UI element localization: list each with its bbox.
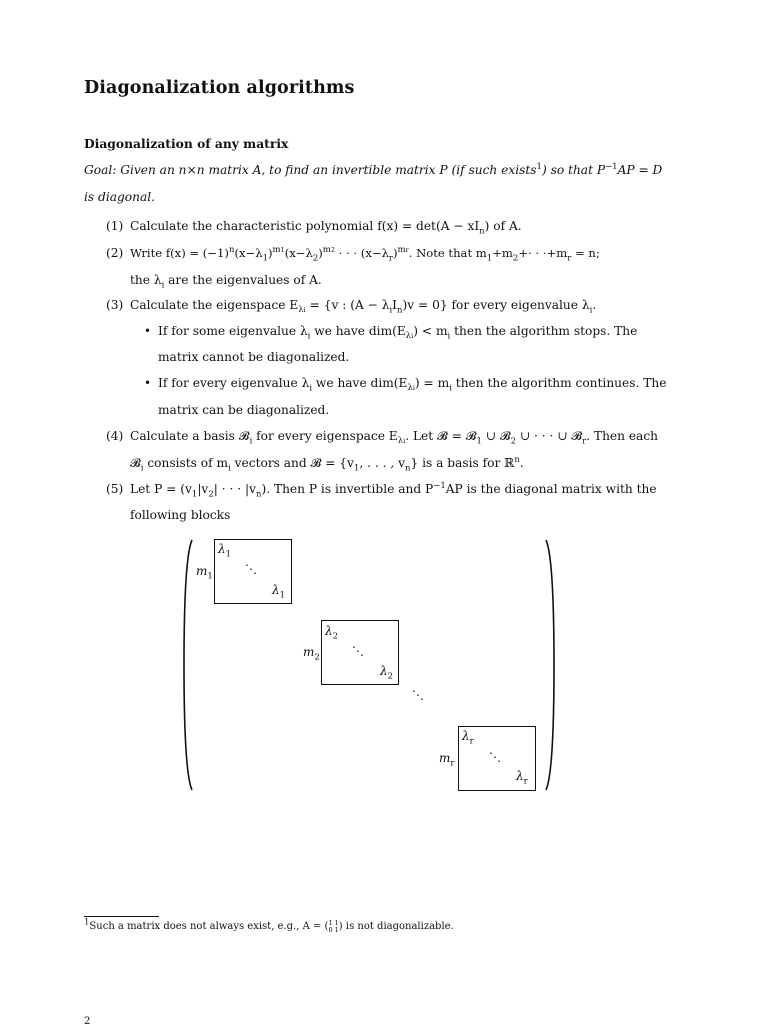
t: 1 [353, 463, 360, 474]
t: ∪ · · · ∪ 𝓑 [516, 429, 583, 443]
step-1-tail: ) of A. [484, 219, 522, 233]
t: | · · · |v [213, 482, 256, 496]
t: 1 [207, 571, 213, 582]
t: . [519, 456, 524, 470]
step-5-line-2: following blocks [130, 508, 231, 522]
footnote-text: Such a matrix does not always exist, e.g., A = ( [89, 921, 329, 932]
step-number: (4) [106, 429, 124, 443]
step-5-text [130, 480, 657, 500]
t: then the algorithm continues. The [451, 376, 667, 390]
bullet-1-text [158, 323, 638, 342]
t: then the algorithm stops. The [450, 324, 638, 338]
t: i [307, 331, 311, 342]
t: , . . . , v [359, 456, 405, 470]
block-2-dots: ⋱ [352, 644, 364, 658]
t: we have dim(E [310, 324, 406, 338]
t: are the eigenvalues of A. [164, 273, 322, 287]
t: 2 [332, 631, 339, 642]
t: i [161, 280, 165, 291]
t: ) [318, 246, 323, 260]
bullet-2-line-2: matrix can be diagonalized. [158, 403, 330, 417]
t: (x−λ [234, 246, 263, 260]
t: AP is the diagonal matrix with the [445, 482, 657, 496]
t: 2 [387, 671, 394, 682]
t: m [196, 564, 208, 578]
t: (x−λ [284, 246, 313, 260]
t: n [405, 463, 411, 474]
t: } is a basis for ℝ [410, 456, 515, 470]
bullet-2-text [158, 375, 667, 394]
t: r [405, 246, 409, 255]
t: i [309, 383, 313, 394]
t: λ [380, 664, 388, 678]
t: i [303, 306, 306, 315]
t: −1 [433, 480, 446, 491]
section-heading: Diagonalization of any matrix [84, 136, 289, 151]
t: ) [393, 246, 398, 260]
t: |v [197, 482, 209, 496]
t: r [567, 253, 572, 264]
block-1-size [196, 564, 213, 582]
t: Calculate a basis 𝓑 [130, 429, 250, 443]
t: . Let 𝓑 = 𝓑 [405, 429, 477, 443]
t: Write f(x) = (−1) [130, 246, 229, 260]
t: m [272, 245, 281, 256]
footnote-rule [84, 916, 159, 917]
t: 2 [312, 253, 319, 264]
t: i [140, 463, 144, 474]
t: r [388, 253, 393, 264]
t: If for every eigenvalue λ [158, 376, 310, 390]
t: Calculate the eigenspace E [130, 298, 299, 312]
t: r [469, 736, 474, 747]
t: ∪ 𝓑 [481, 429, 511, 443]
t: 1 [191, 489, 198, 500]
step-number: (3) [106, 298, 124, 312]
t: 1 [279, 590, 286, 601]
bullet-marker: • [144, 376, 152, 390]
t: λ [397, 436, 404, 447]
t: i [412, 384, 415, 393]
t: n [397, 305, 403, 316]
block-r-bottom [516, 769, 528, 787]
step-2-text [130, 245, 600, 264]
t: i [228, 463, 231, 474]
t: m [303, 645, 315, 659]
t: )v = 0} for every eigenvalue λ [402, 298, 590, 312]
footnote-mark: 1 [84, 917, 90, 928]
t: 0 1 [328, 925, 339, 934]
footnote [84, 917, 454, 934]
block-2-top [325, 624, 339, 642]
page-title: Diagonalization algorithms [84, 78, 355, 98]
t: = {v : (A − λ [305, 298, 390, 312]
t: . Then each [586, 429, 659, 443]
t: i [403, 437, 406, 446]
t: the λ [130, 273, 162, 287]
block-r-size [439, 751, 455, 769]
t: r [450, 758, 455, 769]
page-number: 2 [84, 1016, 91, 1027]
t: 1 [262, 253, 268, 264]
t: 1 [225, 549, 232, 560]
t: n [514, 454, 520, 465]
t: λ [407, 383, 413, 394]
t: 2 [208, 489, 214, 500]
bullet-marker: • [144, 324, 152, 338]
goal-text-end: ) so that P [541, 163, 606, 177]
step-3-text [130, 297, 597, 316]
t: 1 1 [328, 919, 339, 927]
t: i [449, 383, 452, 394]
t: i [447, 331, 451, 342]
t: r [582, 436, 587, 447]
t: ) < m [413, 324, 448, 338]
t: we have dim(E [312, 376, 408, 390]
goal-line-1 [84, 162, 662, 178]
t: 2 [510, 436, 517, 447]
t: i [389, 305, 393, 316]
step-number: (2) [106, 246, 124, 260]
t: λ [325, 624, 333, 638]
t: m [322, 245, 331, 256]
t: · · · (x−λ [335, 246, 389, 260]
t: . Note that m [408, 246, 487, 260]
block-1-top [218, 542, 232, 560]
t: λ [516, 769, 524, 783]
block-r-top [462, 729, 474, 747]
footnote-matrix [328, 920, 338, 933]
t: λ [272, 583, 280, 597]
t: ) [267, 246, 273, 260]
step-2-line-2 [130, 272, 322, 291]
step-4-text [130, 428, 659, 447]
right-paren [542, 538, 558, 792]
t: +m [492, 246, 513, 260]
t: m [397, 245, 406, 256]
t: m [439, 751, 451, 765]
t: If for some eigenvalue λ [158, 324, 308, 338]
step-number: (5) [106, 482, 124, 496]
goal-sup: −1 [605, 161, 618, 172]
t: 2 [330, 246, 335, 255]
t: Let P = (v [130, 482, 192, 496]
footnote-ref: 1 [536, 161, 542, 172]
t: r [523, 776, 528, 787]
t: 1 [280, 246, 285, 255]
t: consists of m [143, 456, 229, 470]
t: = n; [571, 246, 600, 260]
t: i [411, 332, 414, 341]
t: 1 [476, 436, 482, 447]
step-1-sub: n [479, 226, 485, 237]
left-paren [180, 538, 196, 792]
goal-text: Goal: Given an n×n matrix A, to find an invertible matrix P (if such exists [84, 163, 537, 177]
step-1-main: Calculate the characteristic polynomial f(x) = det(A − xI [130, 219, 480, 233]
step-4-line-2 [130, 454, 524, 474]
t: 1 [486, 253, 493, 264]
t: I [392, 298, 397, 312]
t: i [249, 436, 253, 447]
t: ) = m [414, 376, 450, 390]
t: n [255, 489, 262, 500]
t: λ [405, 331, 412, 342]
step-1-text [130, 218, 522, 237]
t: λ [462, 729, 470, 743]
block-r-dots: ⋱ [489, 750, 501, 764]
t: λ [218, 542, 226, 556]
t: 2 [512, 253, 519, 264]
block-1-bottom [272, 583, 286, 601]
block-2-bottom [380, 664, 394, 682]
t: vectors and 𝓑 = {v [230, 456, 354, 470]
t: i [589, 305, 593, 316]
step-number: (1) [106, 219, 124, 233]
t: for every eigenspace E [252, 429, 398, 443]
t: ). Then P is invertible and P [261, 482, 434, 496]
goal-tail: AP = D [617, 163, 663, 177]
block-2-size [303, 645, 320, 663]
t: 𝓑 [130, 456, 141, 470]
goal-line-2: is diagonal. [84, 190, 156, 204]
t: n [228, 245, 235, 256]
t: 2 [314, 652, 320, 663]
block-1-dots: ⋱ [245, 562, 257, 576]
t: +· · ·+m [518, 246, 568, 260]
bullet-1-line-2: matrix cannot be diagonalized. [158, 350, 350, 364]
t: . [592, 298, 597, 312]
footnote-text-end: ) is not diagonalizable. [338, 921, 454, 932]
diagonal-dots: ⋱ [412, 688, 424, 702]
t: λ [298, 305, 304, 316]
